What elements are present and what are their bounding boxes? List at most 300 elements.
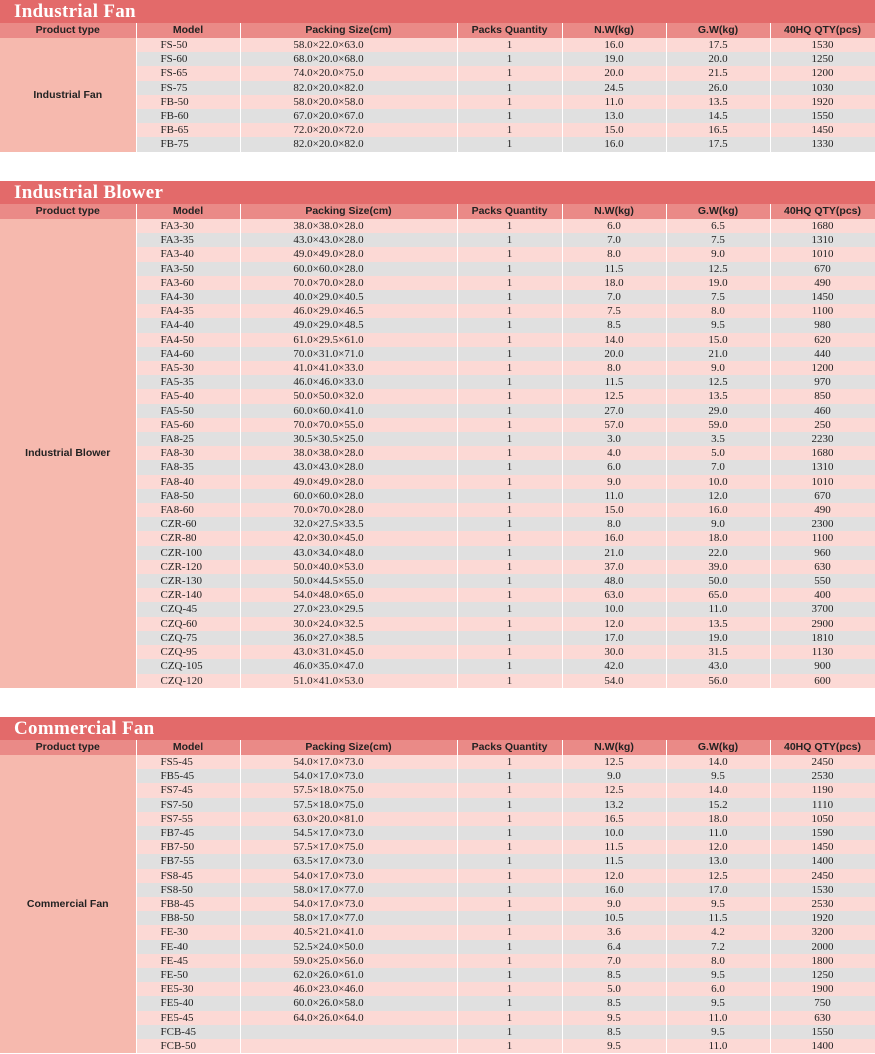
packing-size-cell: 60.0×26.0×58.0 <box>240 996 457 1010</box>
gross-weight-cell: 12.5 <box>666 375 770 389</box>
model-cell: FA8-60 <box>136 503 240 517</box>
gross-weight-cell: 12.5 <box>666 869 770 883</box>
gross-weight-cell: 59.0 <box>666 418 770 432</box>
model-cell: FA8-30 <box>136 446 240 460</box>
packing-size-cell: 72.0×20.0×72.0 <box>240 123 457 137</box>
gross-weight-cell: 5.0 <box>666 446 770 460</box>
gross-weight-cell: 19.0 <box>666 276 770 290</box>
model-cell: FA5-50 <box>136 404 240 418</box>
packing-size-cell: 58.0×20.0×58.0 <box>240 95 457 109</box>
net-weight-cell: 8.5 <box>562 968 666 982</box>
net-weight-cell: 5.0 <box>562 982 666 996</box>
section-industrial-fan <box>0 0 875 152</box>
net-weight-cell: 30.0 <box>562 645 666 659</box>
packing-size-cell: 70.0×70.0×55.0 <box>240 418 457 432</box>
packs-quantity-cell: 1 <box>457 911 562 925</box>
gross-weight-cell: 20.0 <box>666 52 770 66</box>
gross-weight-cell: 12.0 <box>666 840 770 854</box>
packs-quantity-cell: 1 <box>457 546 562 560</box>
model-cell: FE-30 <box>136 925 240 939</box>
qty-40hq-cell: 1680 <box>770 446 875 460</box>
qty-40hq-cell: 2000 <box>770 940 875 954</box>
packing-size-cell: 46.0×35.0×47.0 <box>240 659 457 673</box>
gross-weight-cell: 3.5 <box>666 432 770 446</box>
packs-quantity-cell: 1 <box>457 137 562 151</box>
packing-size-cell: 70.0×70.0×28.0 <box>240 276 457 290</box>
net-weight-cell: 16.0 <box>562 137 666 151</box>
net-weight-cell: 7.0 <box>562 233 666 247</box>
packs-quantity-cell: 1 <box>457 897 562 911</box>
packs-quantity-cell: 1 <box>457 840 562 854</box>
packing-size-cell: 70.0×70.0×28.0 <box>240 503 457 517</box>
gross-weight-cell: 9.5 <box>666 769 770 783</box>
packs-quantity-cell: 1 <box>457 968 562 982</box>
model-cell: FA4-30 <box>136 290 240 304</box>
net-weight-cell: 3.6 <box>562 925 666 939</box>
gross-weight-cell: 9.0 <box>666 517 770 531</box>
column-header: Product type <box>0 740 136 755</box>
packing-size-cell: 54.0×17.0×73.0 <box>240 869 457 883</box>
gross-weight-cell: 17.5 <box>666 137 770 151</box>
column-header: Model <box>136 740 240 755</box>
model-cell: FS-65 <box>136 66 240 80</box>
column-header: Packing Size(cm) <box>240 204 457 219</box>
model-cell: FB8-45 <box>136 897 240 911</box>
model-cell: FS7-50 <box>136 798 240 812</box>
column-header: N.W(kg) <box>562 740 666 755</box>
packs-quantity-cell: 1 <box>457 645 562 659</box>
model-cell: FA4-50 <box>136 333 240 347</box>
qty-40hq-cell: 1250 <box>770 968 875 982</box>
column-header: 40HQ QTY(pcs) <box>770 740 875 755</box>
packs-quantity-cell: 1 <box>457 361 562 375</box>
net-weight-cell: 48.0 <box>562 574 666 588</box>
model-cell: CZR-140 <box>136 588 240 602</box>
net-weight-cell: 16.0 <box>562 38 666 52</box>
qty-40hq-cell: 1450 <box>770 123 875 137</box>
net-weight-cell: 9.5 <box>562 1039 666 1053</box>
qty-40hq-cell: 2300 <box>770 517 875 531</box>
model-cell: FA5-30 <box>136 361 240 375</box>
qty-40hq-cell: 1200 <box>770 361 875 375</box>
net-weight-cell: 16.5 <box>562 812 666 826</box>
packs-quantity-cell: 1 <box>457 517 562 531</box>
qty-40hq-cell: 1010 <box>770 475 875 489</box>
column-header: 40HQ QTY(pcs) <box>770 204 875 219</box>
net-weight-cell: 6.4 <box>562 940 666 954</box>
model-cell: FE-40 <box>136 940 240 954</box>
qty-40hq-cell: 600 <box>770 674 875 688</box>
packs-quantity-cell: 1 <box>457 588 562 602</box>
model-cell: CZR-120 <box>136 560 240 574</box>
packing-size-cell: 54.0×48.0×65.0 <box>240 588 457 602</box>
packing-size-cell: 67.0×20.0×67.0 <box>240 109 457 123</box>
column-header: G.W(kg) <box>666 740 770 755</box>
spec-table <box>0 23 875 152</box>
net-weight-cell: 9.0 <box>562 897 666 911</box>
gross-weight-cell: 4.2 <box>666 925 770 939</box>
packing-size-cell: 43.0×43.0×28.0 <box>240 233 457 247</box>
qty-40hq-cell: 630 <box>770 1011 875 1025</box>
qty-40hq-cell: 750 <box>770 996 875 1010</box>
model-cell: FS-75 <box>136 81 240 95</box>
model-cell: FA8-50 <box>136 489 240 503</box>
packing-size-cell: 82.0×20.0×82.0 <box>240 81 457 95</box>
packs-quantity-cell: 1 <box>457 1011 562 1025</box>
packing-size-cell: 49.0×29.0×48.5 <box>240 318 457 332</box>
packing-size-cell: 59.0×25.0×56.0 <box>240 954 457 968</box>
packs-quantity-cell: 1 <box>457 304 562 318</box>
packing-size-cell: 60.0×60.0×28.0 <box>240 489 457 503</box>
packs-quantity-cell: 1 <box>457 954 562 968</box>
packs-quantity-cell: 1 <box>457 66 562 80</box>
gross-weight-cell: 9.5 <box>666 1025 770 1039</box>
packing-size-cell: 46.0×29.0×46.5 <box>240 304 457 318</box>
net-weight-cell: 8.0 <box>562 361 666 375</box>
net-weight-cell: 10.5 <box>562 911 666 925</box>
net-weight-cell: 27.0 <box>562 404 666 418</box>
model-cell: FA8-40 <box>136 475 240 489</box>
packs-quantity-cell: 1 <box>457 631 562 645</box>
net-weight-cell: 17.0 <box>562 631 666 645</box>
net-weight-cell: 6.0 <box>562 460 666 474</box>
model-cell: FS-50 <box>136 38 240 52</box>
model-cell: FS8-50 <box>136 883 240 897</box>
gross-weight-cell: 6.5 <box>666 219 770 233</box>
qty-40hq-cell: 3700 <box>770 602 875 616</box>
net-weight-cell: 8.5 <box>562 1025 666 1039</box>
model-cell: FA3-40 <box>136 247 240 261</box>
model-cell: FA8-35 <box>136 460 240 474</box>
gross-weight-cell: 7.5 <box>666 290 770 304</box>
packs-quantity-cell: 1 <box>457 560 562 574</box>
packs-quantity-cell: 1 <box>457 674 562 688</box>
packs-quantity-cell: 1 <box>457 389 562 403</box>
packs-quantity-cell: 1 <box>457 52 562 66</box>
section-title: Commercial Fan <box>0 717 875 740</box>
packing-size-cell: 57.5×17.0×75.0 <box>240 840 457 854</box>
column-header: Packing Size(cm) <box>240 740 457 755</box>
net-weight-cell: 12.5 <box>562 783 666 797</box>
net-weight-cell: 4.0 <box>562 446 666 460</box>
model-cell: CZR-100 <box>136 546 240 560</box>
packing-size-cell: 41.0×41.0×33.0 <box>240 361 457 375</box>
gross-weight-cell: 6.0 <box>666 982 770 996</box>
column-header: Packs Quantity <box>457 740 562 755</box>
net-weight-cell: 54.0 <box>562 674 666 688</box>
section-commercial-fan <box>0 717 875 1053</box>
packs-quantity-cell: 1 <box>457 375 562 389</box>
net-weight-cell: 18.0 <box>562 276 666 290</box>
model-cell: FA4-40 <box>136 318 240 332</box>
column-header: 40HQ QTY(pcs) <box>770 23 875 38</box>
packs-quantity-cell: 1 <box>457 123 562 137</box>
packs-quantity-cell: 1 <box>457 404 562 418</box>
gross-weight-cell: 14.5 <box>666 109 770 123</box>
product-type-cell: Industrial Fan <box>0 38 136 152</box>
model-cell: FB-75 <box>136 137 240 151</box>
net-weight-cell: 13.0 <box>562 109 666 123</box>
packs-quantity-cell: 1 <box>457 347 562 361</box>
qty-40hq-cell: 1200 <box>770 66 875 80</box>
packing-size-cell: 49.0×49.0×28.0 <box>240 475 457 489</box>
column-header: Product type <box>0 204 136 219</box>
packing-size-cell: 46.0×23.0×46.0 <box>240 982 457 996</box>
packing-size-cell: 57.5×18.0×75.0 <box>240 798 457 812</box>
net-weight-cell: 10.0 <box>562 826 666 840</box>
column-header: G.W(kg) <box>666 204 770 219</box>
gross-weight-cell: 65.0 <box>666 588 770 602</box>
product-type-cell: Commercial Fan <box>0 755 136 1053</box>
packs-quantity-cell: 1 <box>457 333 562 347</box>
gross-weight-cell: 13.5 <box>666 617 770 631</box>
model-cell: FA4-60 <box>136 347 240 361</box>
gross-weight-cell: 9.5 <box>666 968 770 982</box>
packing-size-cell: 46.0×46.0×33.0 <box>240 375 457 389</box>
packs-quantity-cell: 1 <box>457 812 562 826</box>
packing-size-cell: 27.0×23.0×29.5 <box>240 602 457 616</box>
gross-weight-cell: 9.0 <box>666 361 770 375</box>
gross-weight-cell: 22.0 <box>666 546 770 560</box>
model-cell: FB-60 <box>136 109 240 123</box>
qty-40hq-cell: 490 <box>770 276 875 290</box>
section-title: Industrial Blower <box>0 181 875 204</box>
net-weight-cell: 12.0 <box>562 617 666 631</box>
packs-quantity-cell: 1 <box>457 982 562 996</box>
gross-weight-cell: 11.0 <box>666 1039 770 1053</box>
net-weight-cell: 8.5 <box>562 318 666 332</box>
model-cell: FS-60 <box>136 52 240 66</box>
qty-40hq-cell: 1400 <box>770 854 875 868</box>
qty-40hq-cell: 630 <box>770 560 875 574</box>
model-cell: CZQ-105 <box>136 659 240 673</box>
net-weight-cell: 16.0 <box>562 531 666 545</box>
net-weight-cell: 11.0 <box>562 489 666 503</box>
gross-weight-cell: 9.5 <box>666 318 770 332</box>
model-cell: FB7-50 <box>136 840 240 854</box>
packing-size-cell: 50.0×44.5×55.0 <box>240 574 457 588</box>
model-cell: FS5-45 <box>136 755 240 769</box>
spec-table <box>0 740 875 1053</box>
packing-size-cell: 30.5×30.5×25.0 <box>240 432 457 446</box>
model-cell: FE5-30 <box>136 982 240 996</box>
packing-size-cell: 82.0×20.0×82.0 <box>240 137 457 151</box>
packing-size-cell: 50.0×40.0×53.0 <box>240 560 457 574</box>
column-header: G.W(kg) <box>666 23 770 38</box>
packing-size-cell: 62.0×26.0×61.0 <box>240 968 457 982</box>
qty-40hq-cell: 1450 <box>770 840 875 854</box>
qty-40hq-cell: 1030 <box>770 81 875 95</box>
table-row <box>0 38 875 52</box>
model-cell: CZR-130 <box>136 574 240 588</box>
qty-40hq-cell: 1400 <box>770 1039 875 1053</box>
net-weight-cell: 12.5 <box>562 389 666 403</box>
packs-quantity-cell: 1 <box>457 854 562 868</box>
qty-40hq-cell: 1110 <box>770 798 875 812</box>
qty-40hq-cell: 2230 <box>770 432 875 446</box>
packs-quantity-cell: 1 <box>457 81 562 95</box>
net-weight-cell: 11.0 <box>562 95 666 109</box>
packing-size-cell: 42.0×30.0×45.0 <box>240 531 457 545</box>
packing-size-cell: 54.0×17.0×73.0 <box>240 897 457 911</box>
net-weight-cell: 16.0 <box>562 883 666 897</box>
qty-40hq-cell: 1530 <box>770 38 875 52</box>
gross-weight-cell: 8.0 <box>666 954 770 968</box>
model-cell: FA4-35 <box>136 304 240 318</box>
qty-40hq-cell: 620 <box>770 333 875 347</box>
packing-size-cell: 74.0×20.0×75.0 <box>240 66 457 80</box>
gross-weight-cell: 17.5 <box>666 38 770 52</box>
net-weight-cell: 13.2 <box>562 798 666 812</box>
gross-weight-cell: 56.0 <box>666 674 770 688</box>
packs-quantity-cell: 1 <box>457 755 562 769</box>
section-title: Industrial Fan <box>0 0 875 23</box>
qty-40hq-cell: 1330 <box>770 137 875 151</box>
packing-size-cell: 52.5×24.0×50.0 <box>240 940 457 954</box>
packs-quantity-cell: 1 <box>457 418 562 432</box>
packs-quantity-cell: 1 <box>457 783 562 797</box>
packs-quantity-cell: 1 <box>457 219 562 233</box>
gross-weight-cell: 50.0 <box>666 574 770 588</box>
column-header: N.W(kg) <box>562 23 666 38</box>
model-cell: FE5-45 <box>136 1011 240 1025</box>
model-cell: FA3-35 <box>136 233 240 247</box>
header-row <box>0 740 875 755</box>
packs-quantity-cell: 1 <box>457 531 562 545</box>
packs-quantity-cell: 1 <box>457 109 562 123</box>
gross-weight-cell: 19.0 <box>666 631 770 645</box>
packs-quantity-cell: 1 <box>457 95 562 109</box>
model-cell: FA5-40 <box>136 389 240 403</box>
packing-size-cell: 58.0×22.0×63.0 <box>240 38 457 52</box>
qty-40hq-cell: 550 <box>770 574 875 588</box>
model-cell: FB7-55 <box>136 854 240 868</box>
packs-quantity-cell: 1 <box>457 262 562 276</box>
gross-weight-cell: 16.0 <box>666 503 770 517</box>
packs-quantity-cell: 1 <box>457 869 562 883</box>
packs-quantity-cell: 1 <box>457 602 562 616</box>
qty-40hq-cell: 970 <box>770 375 875 389</box>
qty-40hq-cell: 960 <box>770 546 875 560</box>
packs-quantity-cell: 1 <box>457 769 562 783</box>
packs-quantity-cell: 1 <box>457 38 562 52</box>
net-weight-cell: 7.5 <box>562 304 666 318</box>
gross-weight-cell: 13.5 <box>666 389 770 403</box>
model-cell: FA3-30 <box>136 219 240 233</box>
qty-40hq-cell: 250 <box>770 418 875 432</box>
qty-40hq-cell: 850 <box>770 389 875 403</box>
qty-40hq-cell: 2900 <box>770 617 875 631</box>
gross-weight-cell: 43.0 <box>666 659 770 673</box>
packs-quantity-cell: 1 <box>457 276 562 290</box>
net-weight-cell: 3.0 <box>562 432 666 446</box>
packs-quantity-cell: 1 <box>457 883 562 897</box>
qty-40hq-cell: 1450 <box>770 290 875 304</box>
packing-size-cell: 54.5×17.0×73.0 <box>240 826 457 840</box>
model-cell: FS8-45 <box>136 869 240 883</box>
packing-size-cell: 30.0×24.0×32.5 <box>240 617 457 631</box>
packs-quantity-cell: 1 <box>457 290 562 304</box>
model-cell: CZQ-45 <box>136 602 240 616</box>
gross-weight-cell: 21.0 <box>666 347 770 361</box>
packing-size-cell: 38.0×38.0×28.0 <box>240 219 457 233</box>
gross-weight-cell: 31.5 <box>666 645 770 659</box>
packs-quantity-cell: 1 <box>457 940 562 954</box>
packing-size-cell: 43.0×43.0×28.0 <box>240 460 457 474</box>
packing-size-cell: 43.0×34.0×48.0 <box>240 546 457 560</box>
qty-40hq-cell: 1900 <box>770 982 875 996</box>
net-weight-cell: 7.0 <box>562 290 666 304</box>
packing-size-cell: 36.0×27.0×38.5 <box>240 631 457 645</box>
net-weight-cell: 14.0 <box>562 333 666 347</box>
model-cell: FE-50 <box>136 968 240 982</box>
packs-quantity-cell: 1 <box>457 1025 562 1039</box>
qty-40hq-cell: 1800 <box>770 954 875 968</box>
column-header: Product type <box>0 23 136 38</box>
packing-size-cell: 60.0×60.0×28.0 <box>240 262 457 276</box>
packs-quantity-cell: 1 <box>457 798 562 812</box>
gross-weight-cell: 21.5 <box>666 66 770 80</box>
model-cell: FA8-25 <box>136 432 240 446</box>
gross-weight-cell: 29.0 <box>666 404 770 418</box>
gross-weight-cell: 39.0 <box>666 560 770 574</box>
qty-40hq-cell: 1920 <box>770 911 875 925</box>
packing-size-cell: 40.5×21.0×41.0 <box>240 925 457 939</box>
packing-size-cell: 49.0×49.0×28.0 <box>240 247 457 261</box>
net-weight-cell: 8.0 <box>562 247 666 261</box>
qty-40hq-cell: 2450 <box>770 869 875 883</box>
model-cell: FA5-35 <box>136 375 240 389</box>
qty-40hq-cell: 1920 <box>770 95 875 109</box>
net-weight-cell: 20.0 <box>562 347 666 361</box>
header-row <box>0 23 875 38</box>
qty-40hq-cell: 670 <box>770 489 875 503</box>
column-header: N.W(kg) <box>562 204 666 219</box>
net-weight-cell: 11.5 <box>562 854 666 868</box>
model-cell: FB-65 <box>136 123 240 137</box>
qty-40hq-cell: 1550 <box>770 1025 875 1039</box>
packs-quantity-cell: 1 <box>457 432 562 446</box>
gross-weight-cell: 10.0 <box>666 475 770 489</box>
net-weight-cell: 37.0 <box>562 560 666 574</box>
packing-size-cell: 63.5×17.0×73.0 <box>240 854 457 868</box>
net-weight-cell: 15.0 <box>562 123 666 137</box>
net-weight-cell: 12.5 <box>562 755 666 769</box>
qty-40hq-cell: 1130 <box>770 645 875 659</box>
packs-quantity-cell: 1 <box>457 574 562 588</box>
model-cell: CZQ-75 <box>136 631 240 645</box>
gross-weight-cell: 13.0 <box>666 854 770 868</box>
gross-weight-cell: 8.0 <box>666 304 770 318</box>
spec-table <box>0 204 875 688</box>
packing-size-cell: 43.0×31.0×45.0 <box>240 645 457 659</box>
net-weight-cell: 57.0 <box>562 418 666 432</box>
qty-40hq-cell: 1530 <box>770 883 875 897</box>
gross-weight-cell: 9.5 <box>666 996 770 1010</box>
net-weight-cell: 42.0 <box>562 659 666 673</box>
model-cell: FA5-60 <box>136 418 240 432</box>
qty-40hq-cell: 2450 <box>770 755 875 769</box>
gross-weight-cell: 14.0 <box>666 755 770 769</box>
qty-40hq-cell: 1550 <box>770 109 875 123</box>
packs-quantity-cell: 1 <box>457 617 562 631</box>
packs-quantity-cell: 1 <box>457 996 562 1010</box>
net-weight-cell: 24.5 <box>562 81 666 95</box>
table-row <box>0 755 875 769</box>
net-weight-cell: 8.5 <box>562 996 666 1010</box>
qty-40hq-cell: 1100 <box>770 304 875 318</box>
net-weight-cell: 9.5 <box>562 1011 666 1025</box>
